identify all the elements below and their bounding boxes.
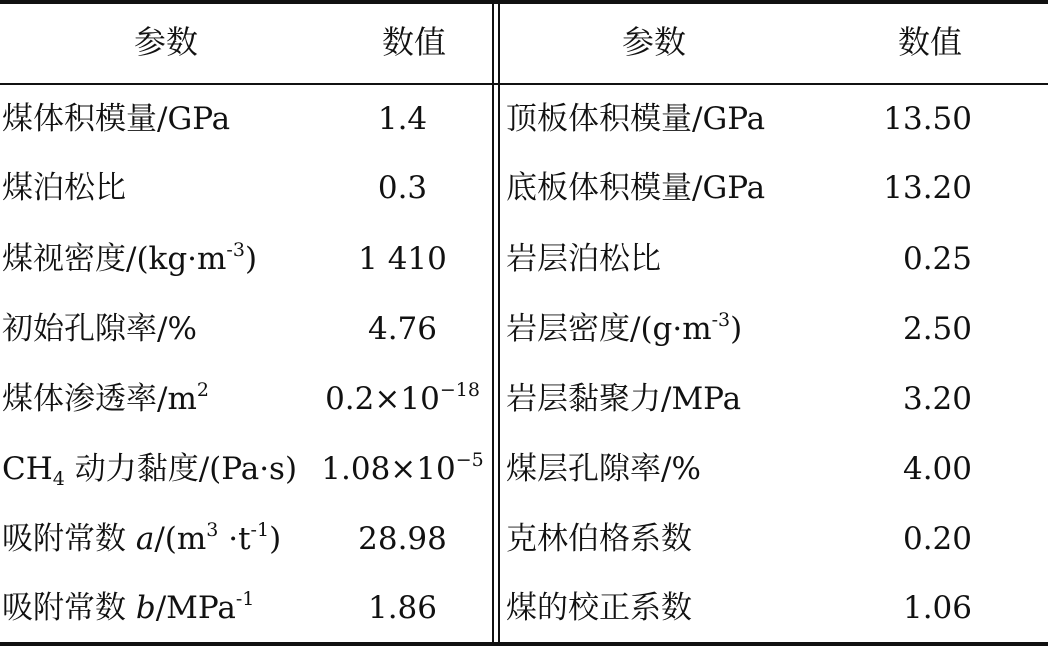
left-value-coal-bulk-modulus: 1.4 [377,101,428,137]
left-param-adsorption-constant-a: 吸附常数 $a/(m^3 \cdot t^{-1})$ [2,519,282,557]
right-param-floor-bulk-modulus: 底板体积模量/GPa [506,170,766,206]
table-header-rule [0,83,1048,85]
left-param-coal-apparent-density: 煤视密度$/(kg\cdot m^{-3})$ [2,239,258,277]
table-bottom-rule [0,642,1048,646]
right-value-roof-bulk-modulus: 13.50 [883,101,972,137]
header-value-right: 数值 [898,23,963,61]
right-param-rock-poisson-ratio: 岩层泊松比 [506,241,661,277]
right-value-rock-poisson-ratio: 0.25 [902,241,972,277]
right-value-rock-density: 2.50 [902,311,972,347]
right-value-klinkenberg-coefficient: 0.20 [902,521,972,557]
right-param-klinkenberg-coefficient: 克林伯格系数 [506,521,692,557]
right-value-floor-bulk-modulus: 13.20 [883,170,972,206]
left-value-coal-apparent-density: 1 410 [358,241,447,277]
left-param-initial-porosity: 初始孔隙率/% [2,311,197,347]
right-value-coal-seam-porosity: 4.00 [902,451,972,487]
right-param-roof-bulk-modulus: 顶板体积模量/GPa [506,101,766,137]
left-param-ch4-dynamic-viscosity: $CH_4$ 动力黏度/(Pa·s) [2,451,298,490]
left-value-adsorption-constant-a: 28.98 [358,521,447,557]
right-value-rock-cohesion: 3.20 [902,381,972,417]
header-parameter-left: 参数 [134,23,199,61]
left-param-coal-bulk-modulus: 煤体积模量/GPa [2,101,231,137]
left-param-coal-permeability: 煤体渗透率$/m^2$ [2,379,209,417]
right-param-coal-correction-coefficient: 煤的校正系数 [506,590,692,626]
right-param-rock-cohesion: 岩层黏聚力/MPa [506,381,742,417]
left-value-coal-poisson-ratio: 0.3 [377,170,428,206]
left-param-adsorption-constant-b: 吸附常数 b/MPa$^{-1}$ [2,588,255,626]
header-parameter-right: 参数 [622,23,687,61]
left-value-ch4-dynamic-viscosity: $1.08\times 10^{-5}$ [321,449,484,487]
table-double-divider-right [498,4,500,642]
table-top-rule [0,0,1048,4]
left-value-coal-permeability: $0.2\times 10^{-18}$ [325,379,480,417]
left-value-initial-porosity: 4.76 [367,311,438,347]
left-value-adsorption-constant-b: 1.86 [367,590,438,626]
header-value-left: 数值 [382,23,447,61]
right-param-coal-seam-porosity: 煤层孔隙率/% [506,451,701,487]
right-value-coal-correction-coefficient: 1.06 [902,590,972,626]
right-param-rock-density: 岩层密度$/(g\cdot m^{-3})$ [506,309,743,347]
left-param-coal-poisson-ratio: 煤泊松比 [2,170,126,206]
